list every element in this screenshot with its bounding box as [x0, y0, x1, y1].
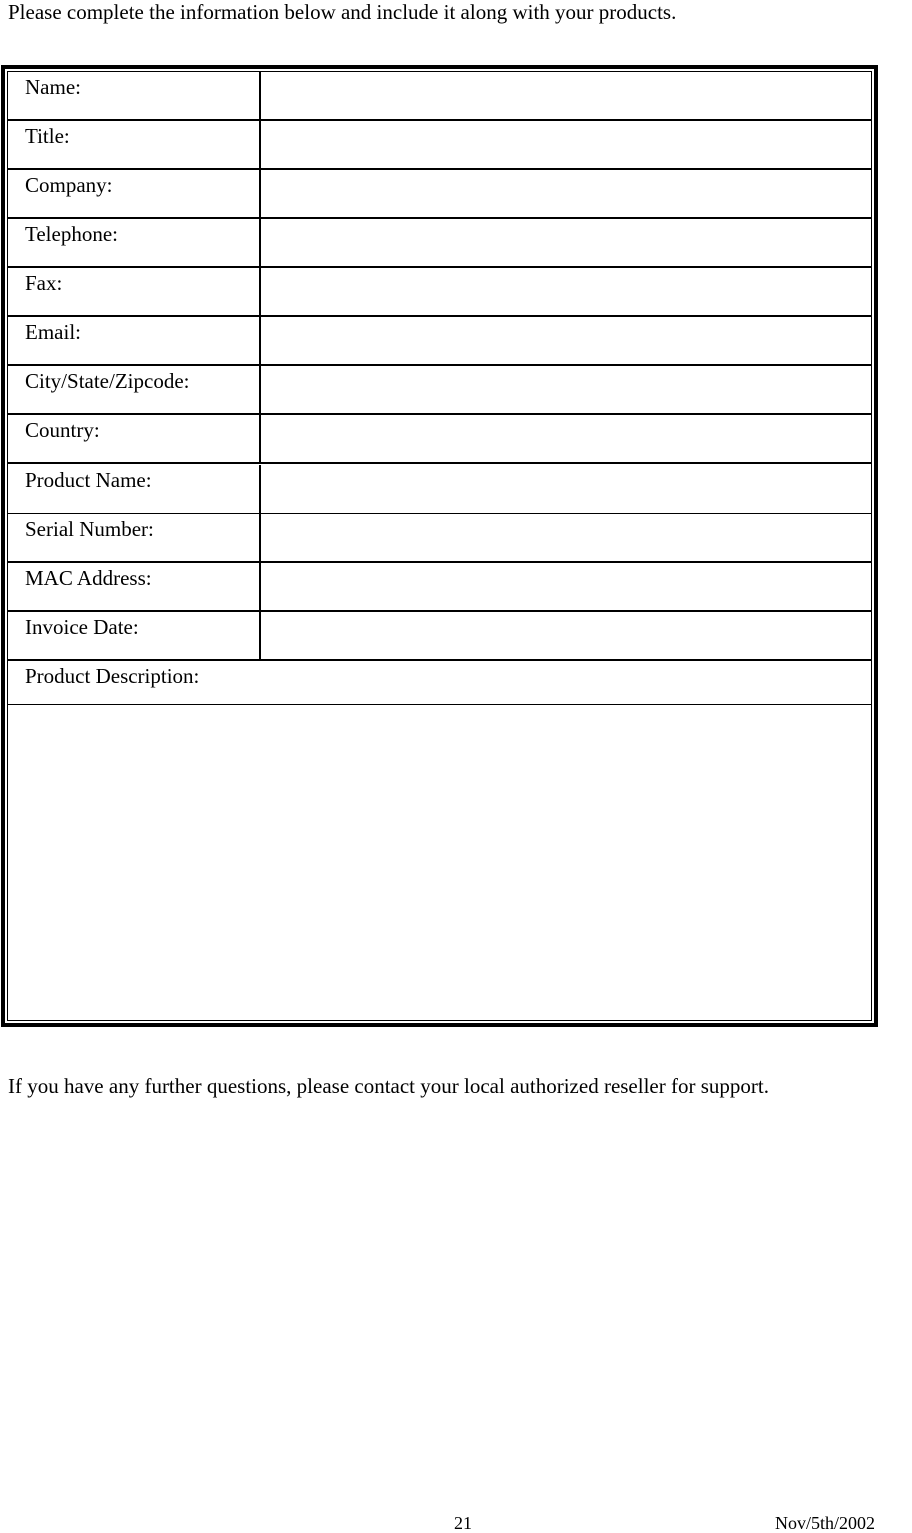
country-label: Country: — [25, 418, 100, 442]
form-row-email — [8, 317, 871, 366]
page-number: 21 — [454, 1513, 472, 1533]
fax-field[interactable] — [259, 268, 871, 315]
form-row-product-name — [8, 465, 871, 514]
form-row-title — [8, 121, 871, 170]
company-field[interactable] — [259, 170, 871, 217]
form-row-telephone — [8, 219, 871, 268]
intro-text: Please complete the information below and include it along with your products. — [8, 0, 677, 24]
name-field[interactable] — [259, 72, 871, 119]
email-field[interactable] — [259, 317, 871, 364]
city-state-zip-label: City/State/Zipcode: — [25, 369, 190, 393]
form-table — [7, 71, 872, 1021]
title-field[interactable] — [259, 121, 871, 168]
title-label: Title: — [25, 124, 70, 148]
city-state-zip-field[interactable] — [259, 366, 871, 413]
telephone-label: Telephone: — [25, 222, 118, 246]
company-label: Company: — [25, 173, 113, 197]
country-field[interactable] — [259, 415, 871, 462]
form-row-name — [8, 72, 871, 121]
serial-number-label: Serial Number: — [25, 517, 154, 541]
email-label: Email: — [25, 320, 81, 344]
invoice-date-label: Invoice Date: — [25, 615, 139, 639]
mac-address-label: MAC Address: — [25, 566, 152, 590]
product-name-label: Product Name: — [25, 468, 152, 492]
form-row-country — [8, 415, 871, 464]
document-date: Nov/5th/2002 — [775, 1513, 876, 1533]
support-text: If you have any further questions, please contact your local authorized reseller for support. — [8, 1074, 769, 1098]
name-label: Name: — [25, 75, 81, 99]
product-name-field[interactable] — [259, 465, 871, 513]
form-row-serial-number — [8, 514, 871, 563]
form-row-mac-address — [8, 563, 871, 612]
form-row-company — [8, 170, 871, 219]
form-row-city-state-zip — [8, 366, 871, 415]
form-row-invoice-date — [8, 612, 871, 661]
registration-form — [1, 65, 878, 1027]
invoice-date-field[interactable] — [259, 612, 871, 659]
telephone-field[interactable] — [259, 219, 871, 266]
mac-address-field[interactable] — [259, 563, 871, 610]
product-description-field[interactable] — [8, 705, 871, 1020]
form-row-fax — [8, 268, 871, 317]
form-row-product-description — [8, 661, 871, 705]
serial-number-field[interactable] — [259, 514, 871, 561]
product-description-label: Product Description: — [25, 664, 200, 688]
fax-label: Fax: — [25, 271, 63, 295]
